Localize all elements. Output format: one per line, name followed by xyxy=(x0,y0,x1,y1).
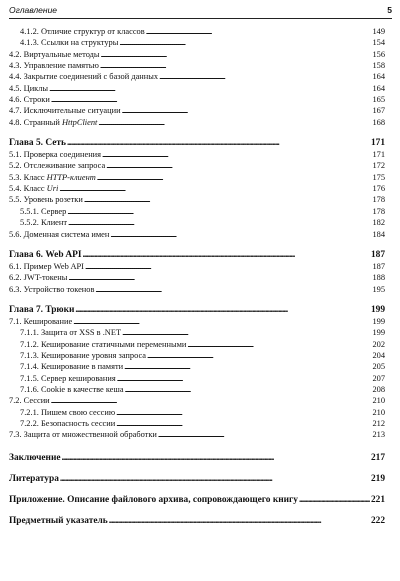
toc-entry[interactable] xyxy=(9,83,385,94)
entry-title xyxy=(9,117,97,128)
toc-entry[interactable] xyxy=(9,60,385,71)
leader-dots xyxy=(51,94,372,105)
toc-entry[interactable] xyxy=(9,49,385,60)
entry-text: Класс xyxy=(23,184,45,194)
leader-dots xyxy=(75,303,370,317)
chapter-heading-6[interactable] xyxy=(9,248,385,261)
entry-number: 5.5. xyxy=(9,195,22,205)
entry-page: 204 xyxy=(372,350,385,360)
leader-dots xyxy=(73,316,371,327)
entry-number: 7.1.6. xyxy=(20,384,39,394)
chapter-page: 187 xyxy=(370,249,385,260)
entry-title xyxy=(20,373,116,384)
leader-dots xyxy=(124,361,371,372)
entry-page: 164 xyxy=(372,72,385,82)
entry-title xyxy=(9,183,58,194)
entry-number: 7.2. xyxy=(9,396,22,406)
entry-title xyxy=(9,284,94,295)
toc-entry[interactable] xyxy=(9,418,385,429)
leader-dots xyxy=(84,194,372,205)
leader-dots xyxy=(59,183,371,194)
entry-title xyxy=(9,395,50,406)
entry-page: 195 xyxy=(372,284,385,294)
toc-entry-conclusion[interactable] xyxy=(9,451,385,464)
entry-number: 4.1.3. xyxy=(20,38,39,48)
entry-title xyxy=(20,407,115,418)
entry-number: 4.2. xyxy=(9,49,22,59)
entry-text: Пример Web API xyxy=(23,261,84,271)
entry-text-italic: Uri xyxy=(46,184,59,194)
leader-dots xyxy=(95,284,371,295)
entry-text: Виртуальные методы xyxy=(23,49,100,59)
spacer xyxy=(9,485,385,493)
entry-title xyxy=(20,217,67,228)
toc-entry[interactable] xyxy=(9,105,385,116)
toc-entry-appendix[interactable] xyxy=(9,493,385,506)
entry-number: 6.1. xyxy=(9,261,22,271)
entry-title xyxy=(9,60,99,71)
entry-text: JWT-токены xyxy=(23,273,68,283)
entry-page: 199 xyxy=(372,328,385,338)
toc-entry[interactable] xyxy=(9,194,385,205)
leader-dots xyxy=(68,272,371,283)
entry-title xyxy=(9,105,121,116)
toc-entry[interactable] xyxy=(9,206,385,217)
entry-title xyxy=(9,261,84,272)
toc-entry[interactable] xyxy=(9,384,385,395)
entry-title: Литература xyxy=(9,473,59,484)
leader-dots xyxy=(119,37,371,48)
entry-number: 4.4. xyxy=(9,72,22,82)
leader-dots xyxy=(116,418,371,429)
entry-title xyxy=(20,350,146,361)
entry-number: 7.1.1. xyxy=(20,328,39,338)
leader-dots xyxy=(147,350,371,361)
leader-dots xyxy=(101,49,372,60)
section-group-5 xyxy=(9,149,385,240)
entry-page: 199 xyxy=(372,316,385,326)
chapter-title: Глава 6. Web API xyxy=(9,249,82,260)
entry-title xyxy=(9,160,105,171)
entry-title xyxy=(9,49,100,60)
entry-text: Кеширование уровня запроса xyxy=(40,350,147,360)
entry-title xyxy=(9,229,109,240)
entry-text: Циклы xyxy=(23,83,49,93)
entry-number: 7.1. xyxy=(9,316,22,326)
entry-page: 156 xyxy=(372,49,385,59)
entry-number: 5.4. xyxy=(9,184,22,194)
entry-page: 202 xyxy=(372,339,385,349)
entry-title xyxy=(20,418,115,429)
entry-page: 219 xyxy=(370,473,385,484)
toc-entry[interactable] xyxy=(9,350,385,361)
entry-title xyxy=(9,71,158,82)
leader-dots xyxy=(110,229,371,240)
leader-dots xyxy=(67,136,370,150)
entry-text: Уровень розетки xyxy=(23,195,83,205)
entry-title xyxy=(9,194,83,205)
leader-dots xyxy=(98,117,371,128)
entry-text: Исключительные ситуации xyxy=(23,106,121,116)
leader-dots xyxy=(116,407,371,418)
entry-page: 221 xyxy=(370,494,385,505)
toc-entry[interactable] xyxy=(9,229,385,240)
entry-title xyxy=(9,272,67,283)
entry-title xyxy=(20,206,66,217)
toc-entry[interactable] xyxy=(9,339,385,350)
entry-number: 6.3. xyxy=(9,284,22,294)
entry-number: 7.1.5. xyxy=(20,373,39,383)
entry-text: Отличие структур от классов xyxy=(40,27,145,36)
entry-number: 4.7. xyxy=(9,106,22,116)
entry-page: 178 xyxy=(372,195,385,205)
entry-text: Сервер xyxy=(40,206,67,216)
entry-text: Проверка соединения xyxy=(23,150,102,160)
entry-page: 213 xyxy=(372,430,385,440)
leader-dots xyxy=(122,105,372,116)
entry-number: 7.2.1. xyxy=(20,407,39,417)
entry-page: 175 xyxy=(372,172,385,182)
leader-dots xyxy=(109,514,370,528)
entry-page: 184 xyxy=(372,229,385,239)
leader-dots xyxy=(83,248,370,262)
table-of-contents xyxy=(9,26,385,527)
entry-number: 5.6. xyxy=(9,229,22,239)
toc-entry[interactable] xyxy=(9,94,385,105)
entry-page: 222 xyxy=(370,515,385,526)
entry-title: Заключение xyxy=(9,452,61,463)
entry-page: 178 xyxy=(372,206,385,216)
leader-dots xyxy=(187,339,371,350)
section-group-6 xyxy=(9,261,385,295)
entry-number: 5.5.2. xyxy=(20,218,39,228)
leader-dots xyxy=(159,71,371,82)
entry-text: Странный xyxy=(23,117,60,127)
leader-dots xyxy=(49,83,371,94)
entry-text: Пишем свою сессию xyxy=(40,407,116,417)
toc-entry[interactable] xyxy=(9,160,385,171)
entry-page: 205 xyxy=(372,362,385,372)
entry-text: Управление памятью xyxy=(23,61,99,71)
leader-dots xyxy=(97,172,372,183)
chapter-title: Глава 7. Трюки xyxy=(9,304,75,315)
entry-text: Защита от XSS в .NET xyxy=(40,328,122,338)
toc-entry[interactable] xyxy=(9,373,385,384)
entry-number: 4.6. xyxy=(9,95,22,105)
section-group-4 xyxy=(9,26,385,128)
entry-page: 187 xyxy=(372,261,385,271)
entry-text: Кеширование в памяти xyxy=(40,362,124,372)
entry-number: 4.1.2. xyxy=(20,27,39,36)
entry-title xyxy=(20,384,124,395)
entry-number: 7.1.4. xyxy=(20,362,39,372)
toc-entry[interactable] xyxy=(9,327,385,338)
entry-page: 217 xyxy=(370,452,385,463)
leader-dots xyxy=(158,429,372,440)
entry-text: Кеширование xyxy=(23,316,73,326)
entry-text-italic: HttpClient xyxy=(61,117,98,127)
toc-entry-literature[interactable] xyxy=(9,472,385,485)
toc-entry[interactable] xyxy=(9,71,385,82)
entry-title xyxy=(20,37,118,48)
leader-dots xyxy=(100,60,372,71)
entry-text: Класс xyxy=(23,172,45,182)
leader-dots xyxy=(51,395,372,406)
entry-page: 176 xyxy=(372,184,385,194)
entry-page: 182 xyxy=(372,218,385,228)
section-group-7 xyxy=(9,316,385,441)
entry-page: 149 xyxy=(372,27,385,36)
leader-dots xyxy=(125,384,372,395)
entry-page: 210 xyxy=(372,407,385,417)
leader-dots xyxy=(85,261,372,272)
chapter-page: 171 xyxy=(370,138,385,149)
entry-title xyxy=(20,327,121,338)
leader-dots xyxy=(299,493,370,507)
entry-number: 5.5.1. xyxy=(20,206,39,216)
toc-entry[interactable] xyxy=(9,284,385,295)
entry-title xyxy=(9,83,48,94)
toc-entry[interactable] xyxy=(9,429,385,440)
entry-title xyxy=(9,149,101,160)
chapter-page: 199 xyxy=(370,304,385,315)
entry-page: 158 xyxy=(372,61,385,71)
entry-title xyxy=(20,339,186,350)
page-number: 5 xyxy=(387,5,392,15)
entry-text: Клиент xyxy=(40,218,68,228)
entry-text-italic: HTTP-клиент xyxy=(46,172,96,182)
entry-number: 7.1.2. xyxy=(20,339,39,349)
entry-number: 5.2. xyxy=(9,161,22,171)
entry-page: 165 xyxy=(372,95,385,105)
entry-page: 164 xyxy=(372,83,385,93)
running-head-title: Оглавление xyxy=(9,5,58,15)
entry-number: 7.3. xyxy=(9,430,22,440)
leader-dots xyxy=(117,373,372,384)
toc-entry[interactable] xyxy=(9,183,385,194)
leader-dots xyxy=(60,472,370,486)
entry-page: 188 xyxy=(372,273,385,283)
toc-entry[interactable] xyxy=(9,272,385,283)
entry-title: Предметный указатель xyxy=(9,515,108,526)
entry-text: Ссылки на структуры xyxy=(40,38,119,48)
entry-title xyxy=(9,172,96,183)
chapter-heading-7[interactable] xyxy=(9,303,385,316)
entry-number: 5.1. xyxy=(9,150,22,160)
toc-entry[interactable] xyxy=(9,172,385,183)
leader-dots xyxy=(102,149,371,160)
entry-text: Безопасность сессии xyxy=(40,418,116,428)
leader-dots xyxy=(62,451,370,465)
entry-number: 6.2. xyxy=(9,273,22,283)
entry-text: Защита от множественной обработки xyxy=(23,430,157,440)
leader-dots xyxy=(122,327,371,338)
toc-entry[interactable] xyxy=(9,395,385,406)
chapter-heading-5[interactable] xyxy=(9,136,385,149)
leader-dots xyxy=(68,217,371,228)
entry-page: 167 xyxy=(372,106,385,116)
entry-title xyxy=(20,361,123,372)
entry-text: Доменная система имен xyxy=(23,229,110,239)
leader-dots xyxy=(67,206,371,217)
toc-entry[interactable] xyxy=(9,261,385,272)
entry-page: 207 xyxy=(372,373,385,383)
entry-page: 168 xyxy=(372,117,385,127)
entry-title xyxy=(9,316,72,327)
entry-number: 7.2.2. xyxy=(20,418,39,428)
chapter-title: Глава 5. Сеть xyxy=(9,138,66,149)
entry-text: Закрытие соединений с базой данных xyxy=(23,72,159,82)
entry-title xyxy=(9,429,157,440)
toc-entry[interactable] xyxy=(9,361,385,372)
entry-page: 210 xyxy=(372,396,385,406)
toc-entry[interactable] xyxy=(9,117,385,128)
entry-page: 212 xyxy=(372,418,385,428)
entry-page: 171 xyxy=(372,150,385,160)
toc-entry[interactable] xyxy=(9,37,385,48)
entry-text: Сервер кеширования xyxy=(40,373,116,383)
entry-page: 172 xyxy=(372,161,385,171)
entry-number: 7.1.3. xyxy=(20,350,39,360)
toc-entry-index[interactable] xyxy=(9,514,385,527)
toc-entry[interactable] xyxy=(9,407,385,418)
spacer xyxy=(9,441,385,451)
toc-entry[interactable] xyxy=(9,26,385,37)
entry-text: Сессии xyxy=(23,396,50,406)
spacer xyxy=(9,506,385,514)
entry-title: Приложение. Описание файлового архива, сопровождающего книгу xyxy=(9,494,298,505)
entry-number: 4.5. xyxy=(9,83,22,93)
toc-entry[interactable] xyxy=(9,316,385,327)
entry-title xyxy=(20,26,145,37)
toc-entry[interactable] xyxy=(9,217,385,228)
entry-page: 154 xyxy=(372,38,385,48)
entry-title xyxy=(9,94,50,105)
entry-number: 4.3. xyxy=(9,61,22,71)
entry-text: Cookie в качестве кеша xyxy=(40,384,124,394)
entry-text: Строки xyxy=(23,95,50,105)
entry-number: 5.3. xyxy=(9,172,22,182)
toc-entry[interactable] xyxy=(9,149,385,160)
leader-dots xyxy=(106,160,371,171)
entry-text: Устройство токенов xyxy=(23,284,95,294)
entry-text: Кеширование статичными переменными xyxy=(40,339,187,349)
entry-number: 4.8. xyxy=(9,117,22,127)
leader-dots xyxy=(146,26,372,37)
entry-page: 208 xyxy=(372,384,385,394)
entry-text: Отслеживание запроса xyxy=(23,161,106,171)
running-head xyxy=(9,5,392,19)
spacer xyxy=(9,464,385,472)
